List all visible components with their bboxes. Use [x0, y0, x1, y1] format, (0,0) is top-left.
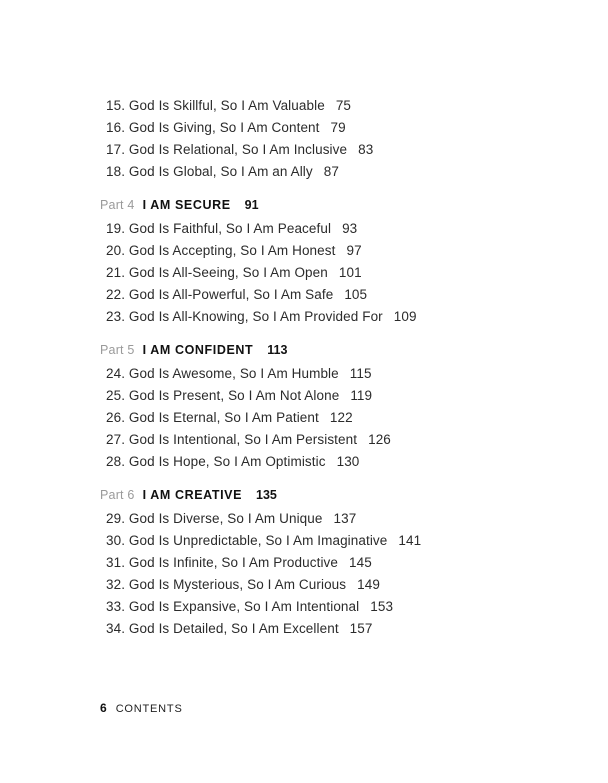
toc-entry-title: 18. God Is Global, So I Am an Ally: [106, 164, 313, 179]
page-number: 6: [100, 701, 107, 715]
part-title: I AM SECURE: [142, 198, 231, 212]
toc-entry-page: 79: [330, 120, 346, 135]
toc-entry-page: 137: [333, 511, 357, 526]
toc-entry-page: 141: [398, 533, 422, 548]
toc-entry[interactable]: [106, 98, 351, 114]
toc-entry-title: 21. God Is All-Seeing, So I Am Open: [106, 265, 328, 280]
toc-entry[interactable]: [106, 243, 362, 259]
toc-entry-title: 27. God Is Intentional, So I Am Persistent: [106, 432, 358, 447]
toc-entry-page: 101: [338, 265, 362, 280]
toc-entry-page: 115: [349, 366, 372, 381]
toc-entry[interactable]: [106, 164, 339, 180]
toc-entry-title: 20. God Is Accepting, So I Am Honest: [106, 243, 336, 258]
toc-entry-title: 24. God Is Awesome, So I Am Humble: [106, 366, 339, 381]
toc-entry-title: 23. God Is All-Knowing, So I Am Provided For: [106, 309, 383, 324]
part-heading[interactable]: [100, 487, 277, 503]
toc-entry-title: 28. God Is Hope, So I Am Optimistic: [106, 454, 326, 469]
toc-entry-title: 16. God Is Giving, So I Am Content: [106, 120, 320, 135]
page-footer: [100, 700, 183, 717]
toc-entry-title: 25. God Is Present, So I Am Not Alone: [106, 388, 340, 403]
toc-entry-page: 75: [335, 98, 352, 113]
part-heading[interactable]: [100, 197, 259, 213]
toc-entry[interactable]: [106, 533, 421, 549]
toc-entry-page: 145: [349, 555, 372, 570]
toc-entry-page: 122: [329, 410, 353, 425]
toc-entry-page: 109: [393, 309, 417, 324]
toc-entry[interactable]: [106, 432, 391, 448]
toc-entry[interactable]: [106, 577, 380, 593]
toc-entry-title: 30. God Is Unpredictable, So I Am Imaginative: [106, 533, 388, 548]
toc-entry-page: 157: [349, 621, 373, 636]
toc-entry[interactable]: [106, 366, 372, 382]
toc-entry[interactable]: [106, 410, 353, 426]
toc-entry[interactable]: [106, 599, 393, 615]
toc-entry-page: 119: [350, 388, 373, 403]
toc-entry-title: 34. God Is Detailed, So I Am Excellent: [106, 621, 339, 636]
toc-entry-page: 149: [357, 577, 380, 592]
toc-entry[interactable]: [106, 120, 346, 136]
toc-entry-page: 126: [368, 432, 391, 447]
toc-entry-title: 22. God Is All-Powerful, So I Am Safe: [106, 287, 334, 302]
toc-entry-title: 31. God Is Infinite, So I Am Productive: [106, 555, 339, 570]
part-page: 113: [267, 343, 288, 357]
part-page: 135: [256, 488, 277, 502]
toc-entry-page: 153: [370, 599, 394, 614]
toc-entry[interactable]: [106, 388, 372, 404]
toc-entry-page: 130: [336, 454, 360, 469]
toc-entry-title: 15. God Is Skillful, So I Am Valuable: [106, 98, 325, 113]
toc-entry[interactable]: [106, 621, 373, 637]
toc-entry-title: 26. God Is Eternal, So I Am Patient: [106, 410, 319, 425]
toc-entry[interactable]: [106, 309, 417, 325]
toc-entry[interactable]: [106, 555, 372, 571]
toc-entry-title: 17. God Is Relational, So I Am Inclusive: [106, 142, 348, 157]
toc-entry-title: 19. God Is Faithful, So I Am Peaceful: [106, 221, 332, 236]
part-label: Part 5: [100, 343, 135, 357]
toc-entry-page: 105: [344, 287, 368, 302]
toc-entry-title: 33. God Is Expansive, So I Am Intentional: [106, 599, 360, 614]
toc-entry-title: 29. God Is Diverse, So I Am Unique: [106, 511, 323, 526]
toc-entry-page: 87: [323, 164, 339, 179]
part-label: Part 4: [100, 198, 135, 212]
toc-entry[interactable]: [106, 142, 373, 158]
toc-entry[interactable]: [106, 221, 357, 237]
toc-entry-page: 83: [358, 142, 374, 157]
part-heading[interactable]: [100, 342, 287, 358]
toc-entry[interactable]: [106, 265, 362, 281]
toc-entry[interactable]: [106, 287, 367, 303]
part-title: I AM CREATIVE: [142, 488, 243, 502]
toc-entry-page: 93: [342, 221, 358, 236]
part-page: 91: [244, 198, 259, 212]
toc-entry-page: 97: [346, 243, 362, 258]
part-title: I AM CONFIDENT: [142, 343, 254, 357]
toc-entry[interactable]: [106, 454, 359, 470]
toc-entry[interactable]: [106, 511, 356, 527]
running-head: CONTENTS: [115, 703, 183, 715]
toc-entry-title: 32. God Is Mysterious, So I Am Curious: [106, 577, 347, 592]
part-label: Part 6: [100, 488, 135, 502]
